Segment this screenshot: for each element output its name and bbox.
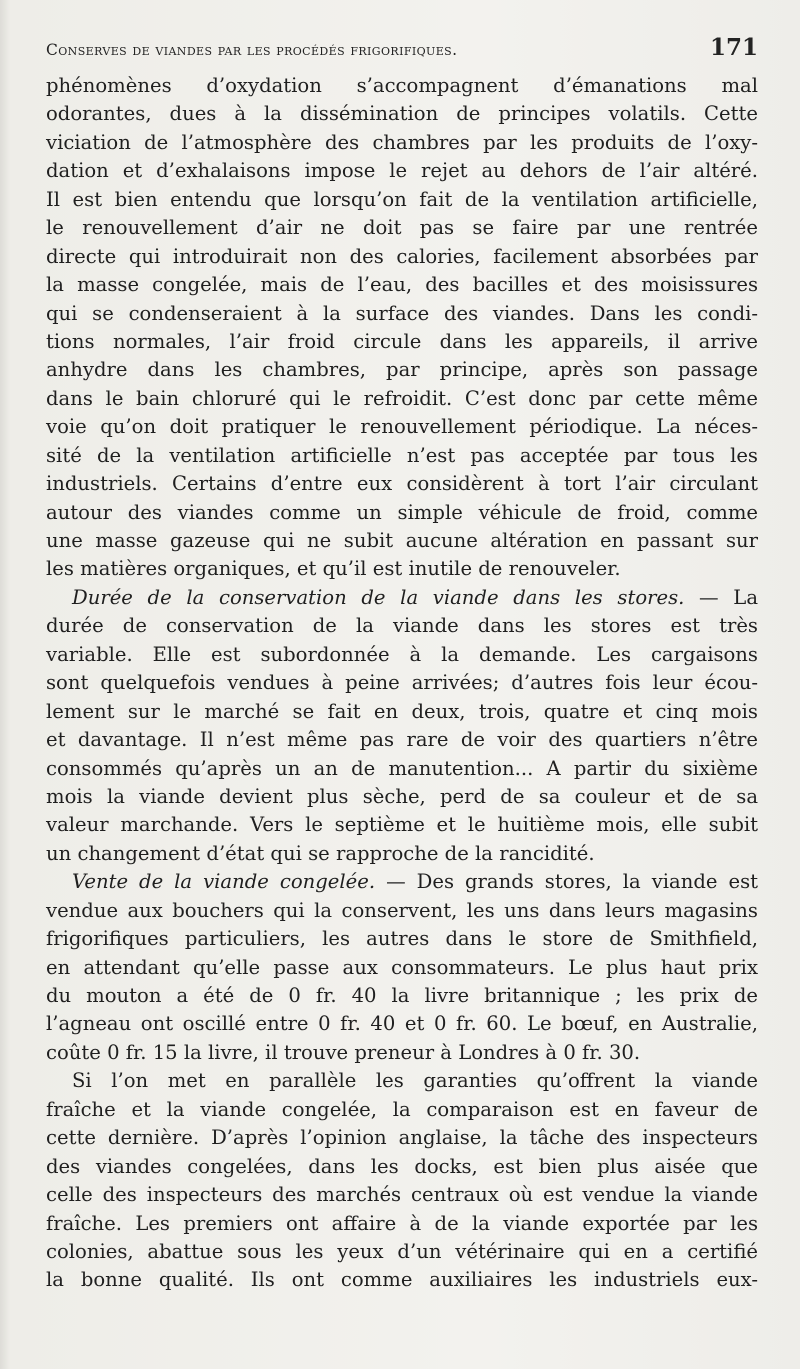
- text-line: cette dernière. D’après l’opinion anglaise, la tâche des inspecteurs: [46, 1126, 758, 1150]
- text-line: des viandes congelées, dans les docks, est bien plus aisée que: [46, 1154, 758, 1178]
- text-line: Si l’on met en parallèle les garanties qu’offrent la viande: [72, 1069, 758, 1093]
- text-line: un changement d’état qui se rapproche de la rancidité.: [46, 841, 595, 865]
- text-line: variable. Elle est subordonnée à la demande. Les cargaisons: [46, 642, 758, 666]
- text-line: le renouvellement d’air ne doit pas se faire par une rentrée: [46, 216, 758, 240]
- text-line: la bonne qualité. Ils ont comme auxiliaires les industriels eux-: [46, 1268, 758, 1292]
- section-heading-line: [46, 584, 758, 612]
- section-title-duree-rest: — La: [684, 585, 759, 609]
- page-number: 171: [709, 34, 758, 61]
- text-line: colonies, abattue sous les yeux d’un vétérinaire qui en a certifié: [46, 1239, 758, 1263]
- text-line: l’agneau ont oscillé entre 0 fr. 40 et 0 fr. 60. Le bœuf, en Australie,: [46, 1012, 758, 1036]
- text-line: coûte 0 fr. 15 la livre, il trouve preneur à Londres à 0 fr. 30.: [46, 1040, 641, 1064]
- text-line: autour des viandes comme un simple véhicule de froid, comme: [46, 500, 758, 524]
- text-line: tions normales, l’air froid circule dans les appareils, il arrive: [46, 329, 758, 353]
- text-line: voie qu’on doit pratiquer le renouvellement périodique. La néces-: [46, 415, 758, 439]
- text-line: directe qui introduirait non des calories, facilement absorbées par: [46, 244, 758, 268]
- text-line: anhydre dans les chambres, par principe, après son passage: [46, 358, 758, 382]
- text-line: sont quelquefois vendues à peine arrivées; d’autres fois leur écou-: [46, 671, 758, 695]
- text-line: la masse congelée, mais de l’eau, des bacilles et des moisissures: [46, 273, 758, 297]
- text-line: dans le bain chloruré qui le refroidit. C’est donc par cette même: [46, 386, 758, 410]
- section-title-vente-rest: — Des grands stores, la viande est: [375, 870, 758, 894]
- text-line: fraîche. Les premiers ont affaire à de la viande exportée par les: [46, 1211, 758, 1235]
- text-line: frigorifiques particuliers, les autres dans le store de Smithfield,: [46, 927, 758, 951]
- body-text: [46, 72, 758, 1295]
- text-line: lement sur le marché se fait en deux, trois, quatre et cinq mois: [46, 699, 758, 723]
- running-title: Conserves de viandes par les procédés frigorifiques.: [46, 41, 458, 59]
- page-header: [46, 34, 758, 66]
- text-line: les matières organiques, et qu’il est inutile de renouveler.: [46, 557, 621, 581]
- section-title-duree: Durée de la conservation de la viande dans les stores.: [72, 585, 685, 609]
- text-line: consommés qu’après un an de manutention... A partir du sixième: [46, 756, 758, 780]
- text-line: en attendant qu’elle passe aux consommateurs. Le plus haut prix: [46, 955, 758, 979]
- text-line: durée de conservation de la viande dans les stores est très: [46, 614, 758, 638]
- section-heading-line: [46, 868, 758, 896]
- text-line: phénomènes d’oxydation s’accompagnent d’émanations mal: [46, 74, 758, 97]
- text-line: et davantage. Il n’est même pas rare de voir des quartiers n’être: [46, 728, 758, 752]
- text-line: industriels. Certains d’entre eux considèrent à tort l’air circulant: [46, 472, 758, 496]
- text-line: celle des inspecteurs des marchés centraux où est vendue la viande: [46, 1183, 758, 1207]
- text-line: sité de la ventilation artificielle n’est pas acceptée par tous les: [46, 443, 758, 467]
- text-line: valeur marchande. Vers le septième et le huitième mois, elle subit: [46, 813, 758, 837]
- text-line: du mouton a été de 0 fr. 40 la livre britannique ; les prix de: [46, 984, 758, 1007]
- text-line: dation et d’exhalaisons impose le rejet au dehors de l’air altéré.: [46, 159, 758, 183]
- text-line: odorantes, dues à la dissémination de principes volatils. Cette: [46, 102, 758, 126]
- text-line: Il est bien entendu que lorsqu’on fait de la ventilation artificielle,: [46, 187, 758, 211]
- text-line: mois la viande devient plus sèche, perd de sa couleur et de sa: [46, 784, 758, 808]
- section-title-vente: Vente de la viande congelée.: [72, 870, 376, 894]
- text-line: vendue aux bouchers qui la conservent, les uns dans leurs magasins: [46, 898, 758, 922]
- text-line: fraîche et la viande congelée, la comparaison est en faveur de: [46, 1097, 758, 1121]
- text-line: une masse gazeuse qui ne subit aucune altération en passant sur: [46, 529, 758, 552]
- text-line: viciation de l’atmosphère des chambres par les produits de l’oxy-: [46, 130, 758, 154]
- text-line: qui se condenseraient à la surface des viandes. Dans les condi-: [46, 301, 758, 325]
